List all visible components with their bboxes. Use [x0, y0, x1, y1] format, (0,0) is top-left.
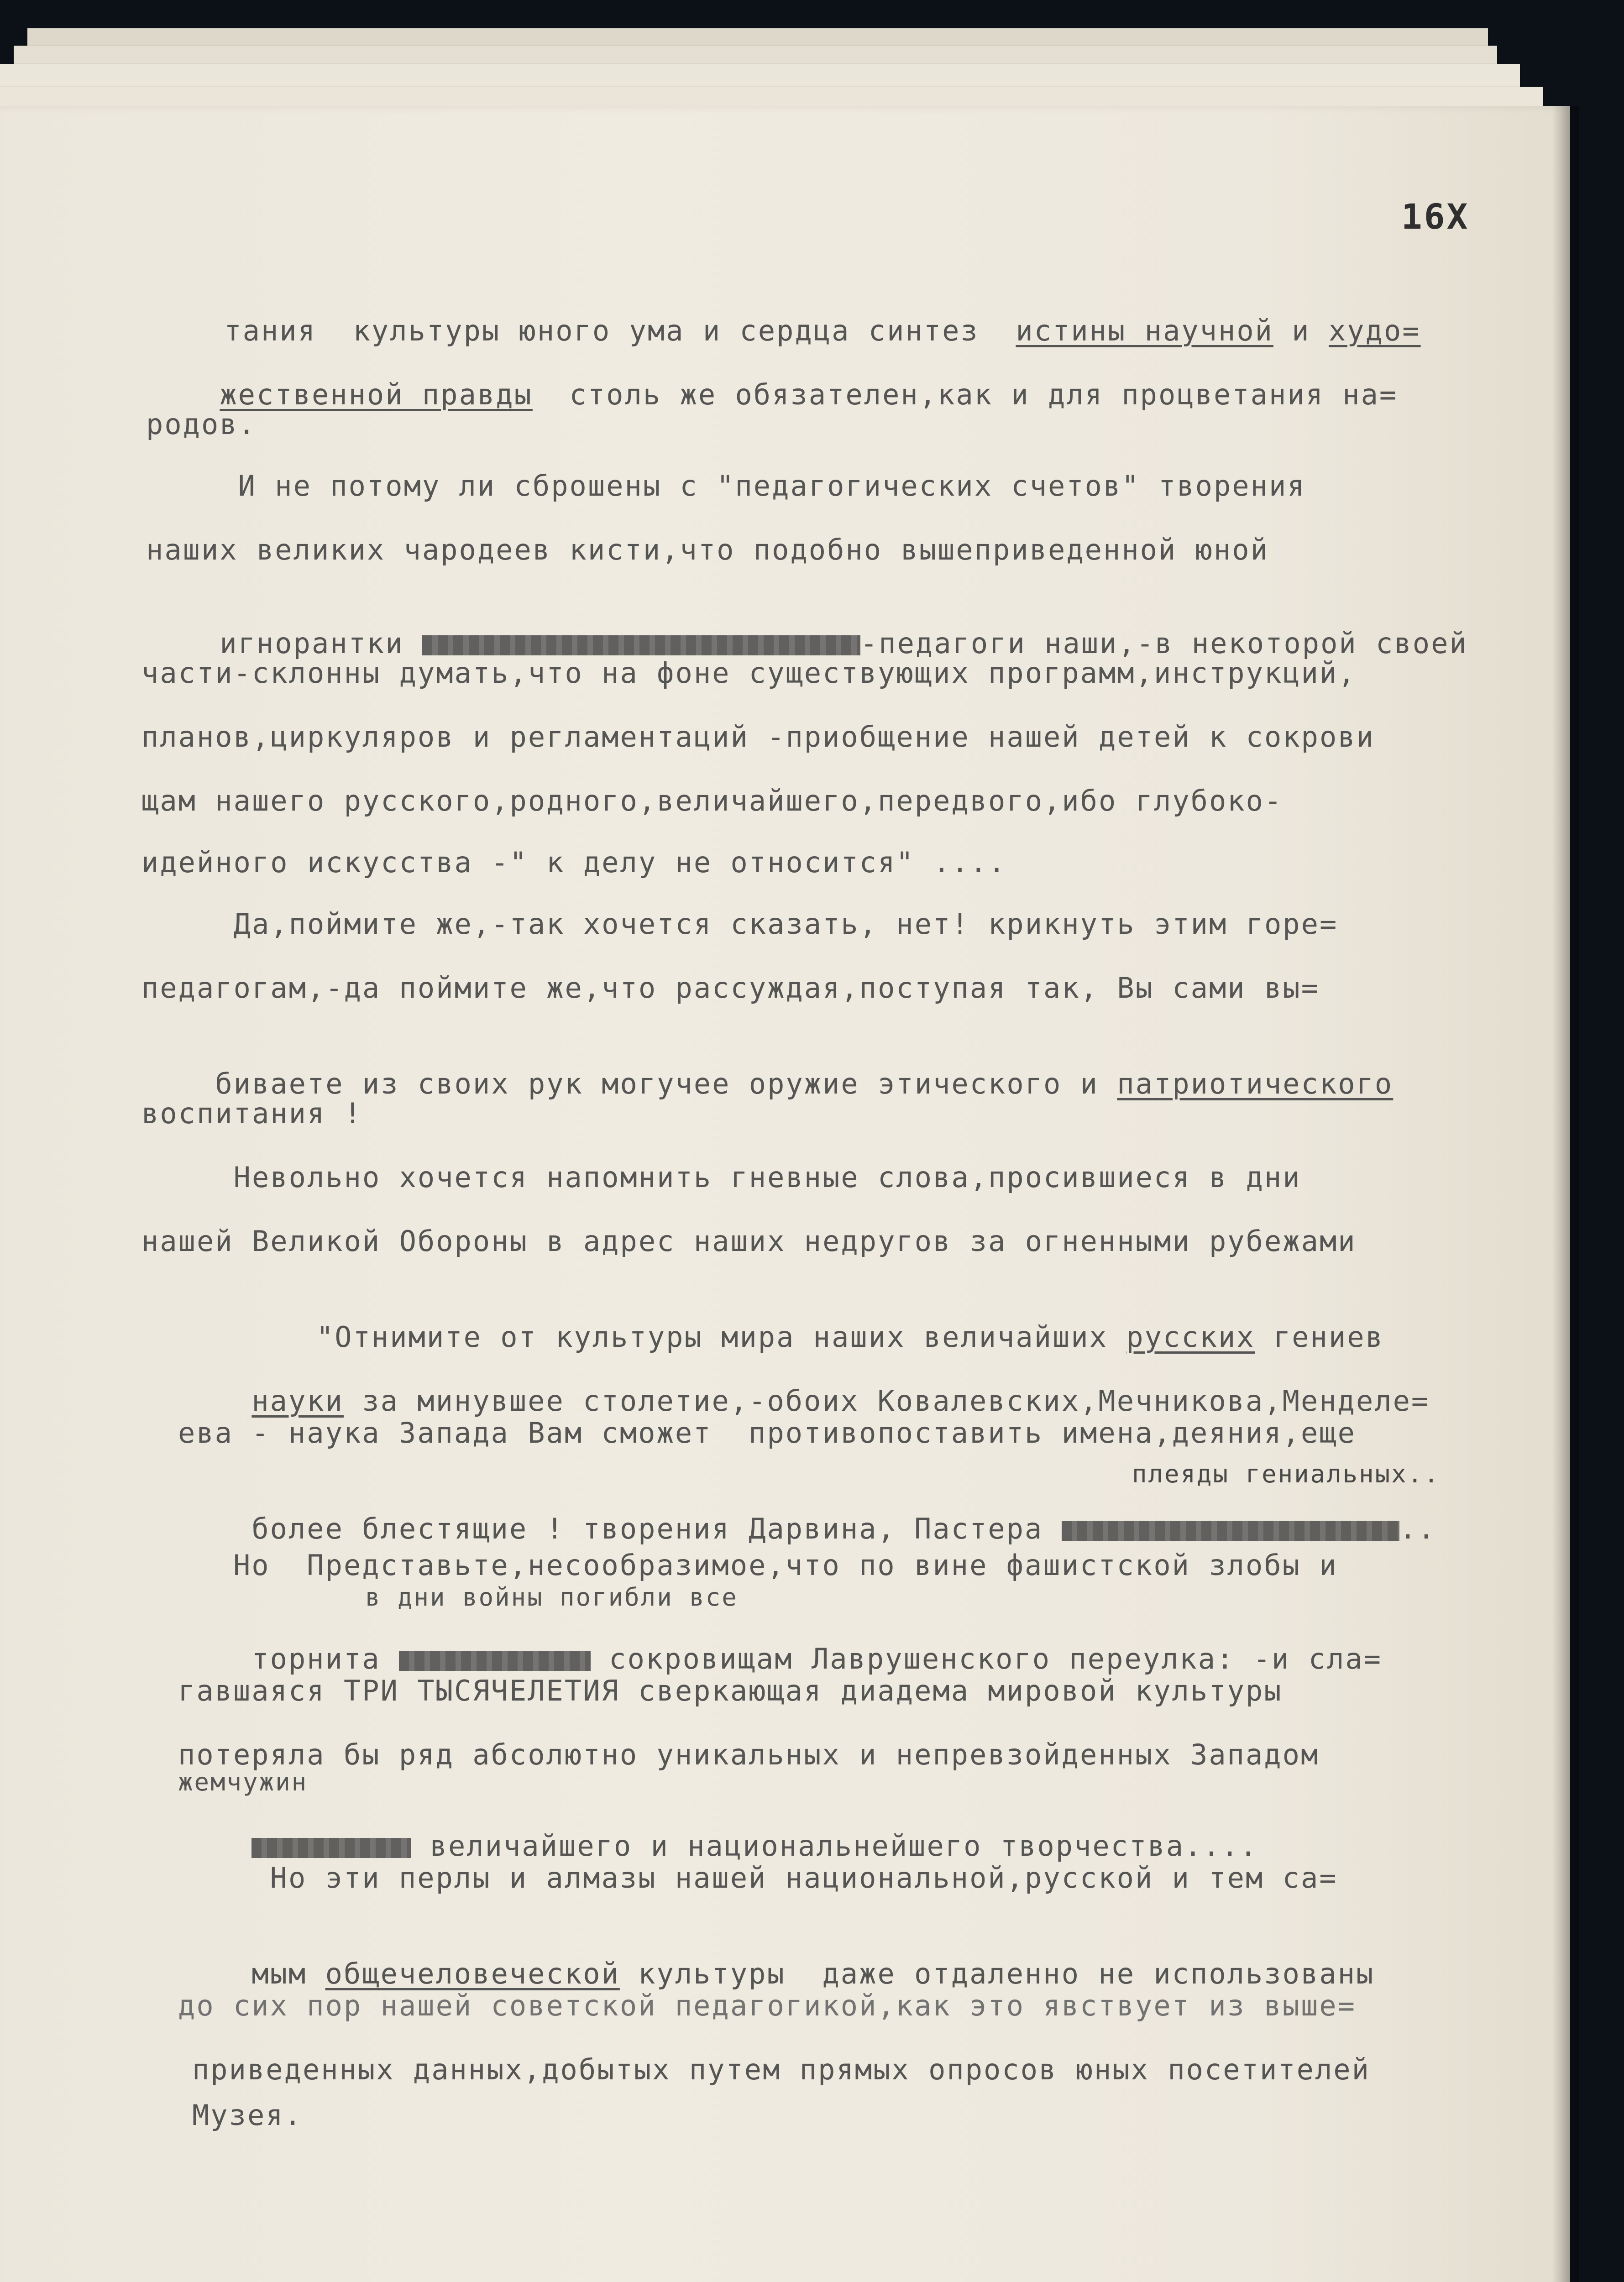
text-line: гавшаяся ТРИ ТЫСЯЧЕЛЕТИЯ сверкающая диадема мировой культуры	[178, 1674, 1283, 1707]
underlined-phrase: худо=	[1328, 314, 1421, 347]
text-segment: столь же обязателен,как и для процветания на=	[532, 378, 1398, 411]
text-segment: за минувшее столетие,-обоих Ковалевских,Мечникова,Менделе=	[343, 1384, 1430, 1418]
text-segment: более блестящие ! творения Дарвина, Пастера	[251, 1512, 1062, 1545]
text-segment: ..	[1399, 1512, 1436, 1545]
text-segment: торнита	[251, 1642, 399, 1675]
text-line: педагогам,-да поймите же,что рассуждая,поступая так, Вы сами вы=	[141, 971, 1320, 1005]
text-line: Да,поймите же,-так хочется сказать, нет! крикнуть этим горе=	[141, 907, 1338, 941]
text-line: приведенных данных,добытых путем прямых опросов юных посетителей	[137, 2053, 1370, 2086]
text-line: Музея.	[137, 2099, 303, 2132]
underlined-phrase: русских	[1126, 1320, 1255, 1354]
text-segment: игнорантки	[220, 627, 422, 660]
text-segment: "Отнимите от культуры мира наших величайших	[224, 1320, 1126, 1354]
text-segment: культуры даже отдаленно не использованы	[619, 1957, 1375, 1990]
text-line: части-склонны думать,что на фоне существующих программ,инструкций,	[141, 656, 1357, 690]
underlined-phrase: общечеловеческой	[325, 1957, 620, 1990]
struck-out-text	[399, 1651, 591, 1671]
struck-out-text	[251, 1838, 411, 1858]
text-line: до сих пор нашей советской педагогикой,как это явствует из выше=	[178, 1989, 1356, 2022]
text-line: Но эти перлы и алмазы нашей национальной,русской и тем са=	[178, 1861, 1338, 1895]
underlined-phrase: науки	[251, 1384, 344, 1418]
text-line: планов,циркуляров и регламентаций -приобщение нашей детей к сокрови	[141, 720, 1375, 754]
struck-out-text	[1062, 1521, 1399, 1541]
text-line: родов.	[146, 408, 257, 441]
typed-insertion: жемчужин	[178, 1768, 308, 1796]
text-segment: мым	[251, 1957, 325, 1990]
text-line: нашей Великой Обороны в адрес наших недругов за огненными рубежами	[141, 1225, 1357, 1258]
text-line: идейного искусства -" к делу не относится" ....	[141, 846, 1007, 879]
text-segment: биваете из своих рук могучее оружие этического и	[215, 1067, 1117, 1100]
text-line: И не потому ли сброшены с "педагогических счетов" творения	[146, 469, 1306, 502]
text-segment: тания культуры юного ума и сердца синтез	[224, 314, 1016, 347]
text-segment: сокровищам Лаврушенского переулка: -и сла=	[590, 1642, 1383, 1675]
underlined-phrase: жественной правды	[220, 378, 533, 411]
text-line	[146, 347, 1398, 443]
text-line: потеряла бы ряд абсолютно уникальных и непревзойденных Западом	[178, 1738, 1320, 1771]
text-segment: величайшего и национальнейшего творчества....	[411, 1829, 1258, 1863]
text-segment: -педагоги наши,-в некоторой своей	[860, 627, 1468, 660]
text-segment: гениев	[1255, 1320, 1384, 1354]
underlined-phrase: истины научной	[1016, 314, 1273, 347]
struck-out-text	[422, 635, 860, 655]
text-line: Но Представьте,несообразимое,что по вине фашистской злобы и	[178, 1549, 1338, 1582]
text-line: наших великих чародеев кисти,что подобно вышеприведенной юной	[146, 533, 1269, 566]
text-line: Невольно хочется напомнить гневные слова,просившиеся в дни	[141, 1161, 1301, 1194]
underlined-phrase: патриотического	[1117, 1067, 1393, 1100]
typed-insertion: плеяды гениальных..	[1132, 1460, 1440, 1488]
text-line: воспитания !	[141, 1097, 362, 1130]
page-number: 16X	[1401, 196, 1470, 237]
typed-insertion: в дни войны погибли все	[365, 1583, 738, 1612]
text-line: щам нашего русского,родного,величайшего,передвого,ибо глубоко-	[141, 784, 1283, 817]
text-segment: и	[1273, 314, 1329, 347]
text-line: ева - наука Запада Вам сможет противопоставить имена,деяния,еще	[178, 1416, 1356, 1450]
